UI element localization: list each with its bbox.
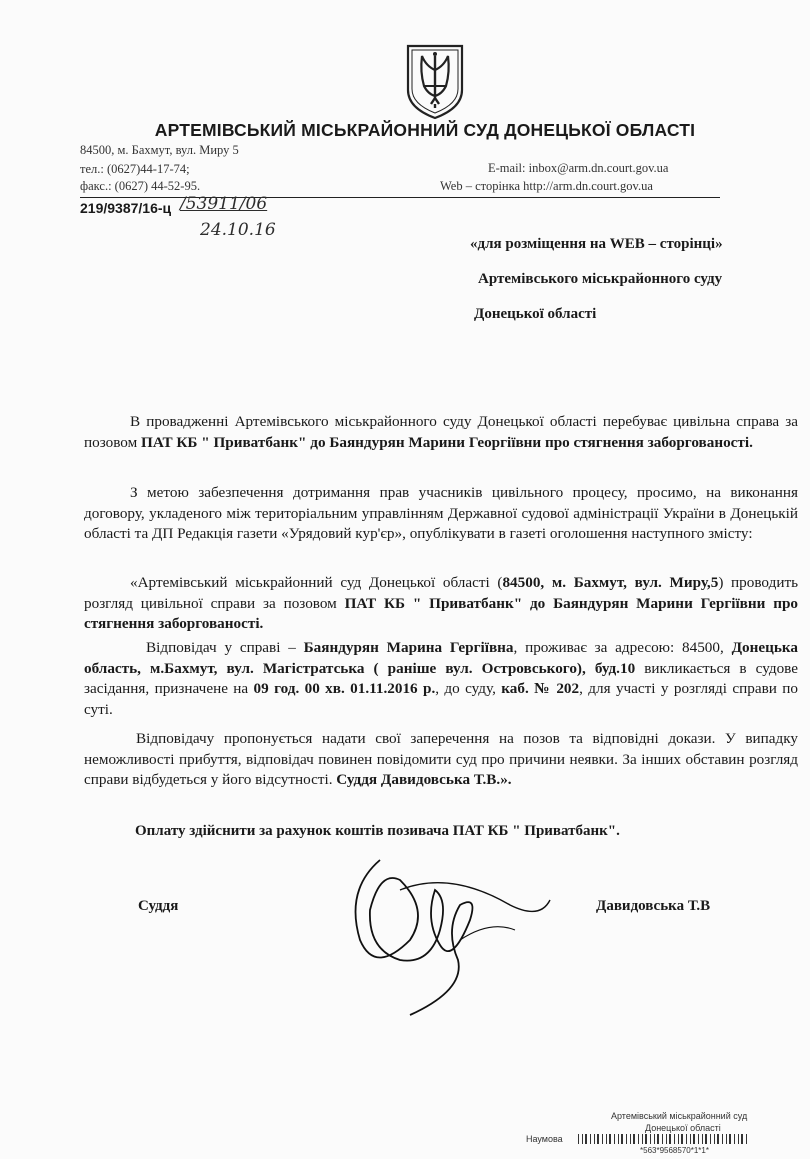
court-email: E-mail: inbox@arm.dn.court.gov.ua	[488, 161, 669, 175]
court-name-heading: АРТЕМІВСЬКИЙ МІСЬКРАЙОННИЙ СУД ДОНЕЦЬКОЇ ОБЛАСТІ	[154, 120, 696, 140]
recipient-line-1: «для розміщення на WEB – сторінці»	[470, 236, 723, 252]
handwritten-date: 24.10.16	[200, 220, 276, 240]
court-fax: факс.: (0627) 44-52-95.	[80, 179, 201, 193]
registration-number: 219/9387/16-ц	[80, 200, 172, 216]
barcode-number: *563*9568570*1*1*	[640, 1146, 709, 1155]
paragraph-4-defendant: Відповідач у справі – Баяндурян Марина Гергіївна, проживає за адресою: 84500, Донецька область, м.Бахмут, вул. Магістратська ( раніше вул. Островського), буд.10 викликається в судове засідання, призначене на 09 год. 00 хв. 01.11.2016 р., до суду, каб. № 202, для участі у розгляді справи по суті.	[84, 639, 799, 718]
court-phone: тел.: (0627)44-17-74;	[80, 162, 190, 176]
paragraph-5: Відповідачу пропонується надати свої заперечення на позов та відповідні докази. У випадку неможливості прибуття, відповідач повинен повідомити суд про причини неявки. За інших обставин розгляд справи відбудеться у його відсутності. Суддя Давидовська Т.В.».	[84, 730, 798, 788]
judge-name: Давидовська Т.В	[596, 898, 711, 914]
barcode	[578, 1134, 748, 1144]
court-address: 84500, м. Бахмут, вул. Миру 5	[80, 143, 239, 157]
handwritten-signature	[340, 850, 560, 1020]
header-divider	[80, 197, 720, 198]
paragraph-1: В провадженні Артемівського міськрайонного суду Донецької області перебуває цивільна справа за позовом ПАТ КБ " Приватбанк" до Баяндурян Марини Георгіївни про стягнення заборгованості.	[84, 413, 798, 451]
stamp-court-name: Артемівський міськрайонний суд	[611, 1111, 748, 1121]
stamp-clerk-name: Наумова	[526, 1134, 563, 1144]
coat-of-arms-icon	[404, 42, 466, 120]
recipient-line-3: Донецької області	[474, 306, 597, 322]
paragraph-3-announcement: «Артемівський міськрайонний суд Донецької області (84500, м. Бахмут, вул. Миру,5) проводить розгляд цивільної справи за позовом ПАТ КБ " Приватбанк" до Баяндурян Марини Гергіївни про стягнення заборгованості.	[84, 574, 799, 632]
signature-label: Суддя	[138, 898, 179, 914]
paragraph-2: З метою забезпечення дотримання прав учасників цивільного процесу, просимо, на виконання договору, укладеного між територіальним управлінням Державної судової адміністрації України в Донецькій області та ДП Редакція газети «Урядовий кур'єр», опублікувати в газеті оголошення наступного змісту:	[84, 484, 798, 542]
court-website: Web – сторінка http://arm.dn.court.gov.ua	[440, 179, 653, 193]
recipient-line-2: Артемівського міськрайонного суду	[478, 271, 723, 287]
payment-instruction: Оплату здійснити за рахунок коштів позивача ПАТ КБ " Приватбанк".	[135, 823, 620, 839]
handwritten-outgoing-number: /53911/06	[180, 194, 268, 214]
stamp-region: Донецької області	[645, 1123, 721, 1133]
